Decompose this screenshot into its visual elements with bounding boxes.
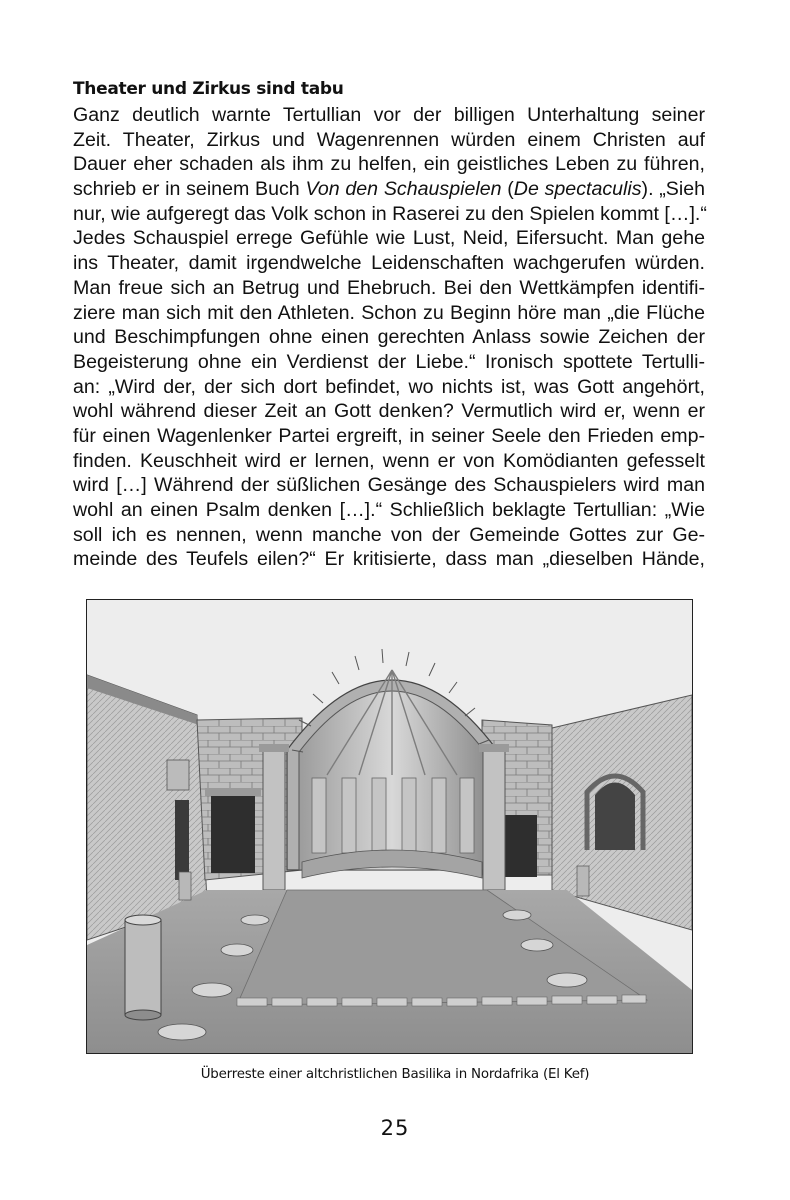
text-run: und Beschimpfungen ohne einen gerechten Anlass sowie Zeichen der [73,326,705,349]
text-run: wohl während dieser Zeit an Gott denken? Vermutlich wird er, wenn er [73,400,705,423]
text-run: für einen Wagenlenker Partei ergreift, in seiner Seele den Frieden emp- [73,424,705,447]
text-line [73,202,705,227]
text-line [73,301,705,326]
text-run: Zeit. Theater, Zirkus und Wagenrennen würden einem Christen auf [73,128,705,151]
text-line [73,152,705,177]
text-line [73,523,705,548]
text-line [73,177,705,202]
text-run: meinde des Teufels eilen?“ Er kritisierte, dass man „dieselben Hände, [73,548,705,571]
text-run: wohl an einen Psalm denken […].“ Schließlich beklagte Tertullian: „Wie [73,499,705,521]
text-line [73,325,705,350]
figure-caption: Überreste einer altchristlichen Basilika in Nordafrika (El Kef) [200,1067,590,1082]
basilica-illustration [86,599,693,1054]
text-line [73,498,705,523]
book-title: Von den Schauspielen [305,178,502,201]
text-run: nur, wie aufgeregt das Volk schon in Raserei zu den Spielen kommt […].“ [73,202,707,225]
text-line [73,375,705,400]
text-line [73,399,705,424]
text-line [73,473,705,498]
section-heading: Theater und Zirkus sind tabu [73,79,344,99]
text-line [73,276,705,301]
text-line [73,128,705,153]
text-run: schrieb er in seinem Buch [73,178,306,201]
text-run: an: „Wird der, der sich dort befindet, wo nichts ist, was Gott angehört, [73,375,705,398]
text-run: wird […] Während der süßlichen Gesänge des Schauspielers wird man [73,474,705,497]
page-number: 25 [380,1116,410,1140]
text-line [73,103,705,128]
text-line [73,251,705,276]
text-line [73,424,705,449]
body-paragraph [73,103,705,572]
text-run: ( [501,178,514,201]
text-line [73,449,705,474]
text-line [73,350,705,375]
text-run: Dauer eher schaden als ihm zu helfen, ein geistliches Leben zu führen, [73,153,705,176]
text-run: finden. Keuschheit wird er lernen, wenn er von Komödianten gefesselt [73,449,705,472]
text-run: soll ich es nennen, wenn manche von der Gemeinde Gottes zur Ge- [73,523,705,546]
text-run: Jedes Schauspiel errege Gefühle wie Lust, Neid, Eifersucht. Man gehe [73,227,705,250]
text-run: ). „Sieh [641,178,706,201]
text-run: Begeisterung ohne ein Verdienst der Liebe.“ Ironisch spottete Tertulli- [73,350,705,373]
text-line [73,547,705,572]
text-run: ins Theater, damit irgendwelche Leidenschaften wachgerufen würden. [73,252,705,275]
text-run: ziere man sich mit den Athleten. Schon zu Beginn höre man „die Flüche [73,301,705,324]
text-line [73,226,705,251]
text-run: Man freue sich an Betrug und Ehebruch. Bei den Wettkämpfen identifi- [73,276,705,299]
text-run: Ganz deutlich warnte Tertullian vor der billigen Unterhaltung seiner [73,104,705,126]
book-title: De spectaculis [513,178,642,201]
